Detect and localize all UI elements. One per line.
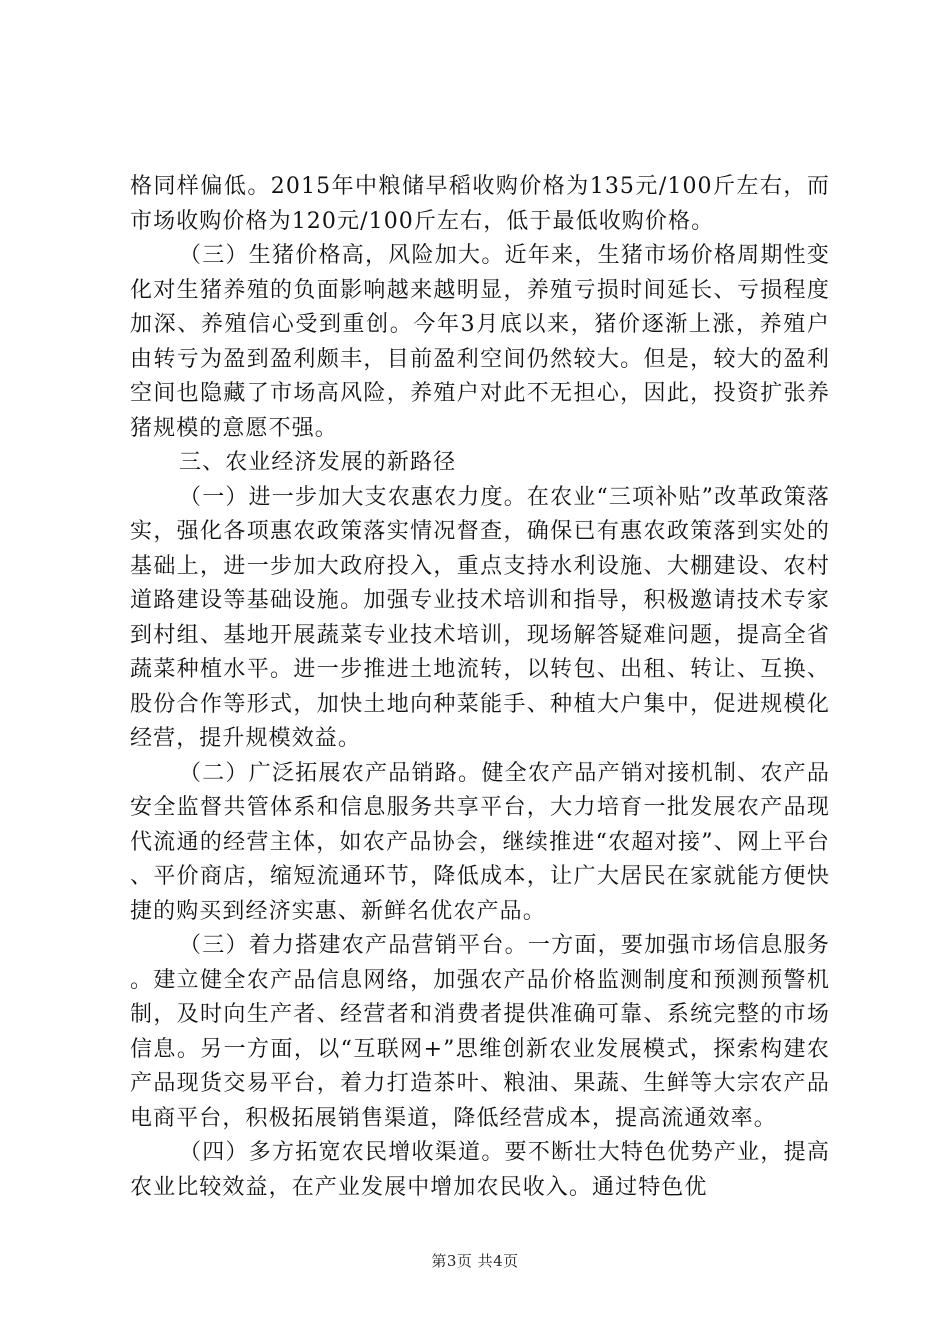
paragraph-continuation: 格同样偏低。2015年中粮储早稻收购价格为135元/100斤左右，而市场收购价格为120元/100斤左右，低于最低收购价格。: [130, 174, 830, 234]
paragraph-farmer-income: （四）多方拓宽农民增收渠道。要不断壮大特色优势产业，提高农业比较效益，在产业发展中增加农民收入。通过特色优: [130, 1140, 830, 1200]
paragraph-marketing-platform: （三）着力搭建农产品营销平台。一方面，要加强市场信息服务。建立健全农产品信息网络，加强农产品价格监测制度和预测预警机制，及时向生产者、经营者和消费者提供准确可靠、系统完整的市场信息。另一方面，以“互联网+”思维创新农业发展模式，探索构建农产品现货交易平台，着力打造茶叶、粮油、果蔬、生鲜等大宗农产品电商平台，积极拓展销售渠道，降低经营成本，提高流通效率。: [130, 933, 830, 1131]
paragraph-pig-price: （三）生猪价格高，风险加大。近年来，生猪市场价格周期性变化对生猪养殖的负面影响越来越明显，养殖亏损时间延长、亏损程度加深、养殖信心受到重创。今年3月底以来，猪价逐渐上涨，养殖户由转亏为盈到盈利颇丰，目前盈利空间仍然较大。但是，较大的盈利空间也隐藏了市场高风险，养殖户对此不无担心，因此，投资扩张养猪规模的意愿不强。: [130, 243, 830, 441]
document-body: [130, 170, 830, 1205]
page-footer: 第3页 共4页: [431, 1252, 519, 1270]
paragraph-support-agriculture: （一）进一步加大支农惠农力度。在农业“三项补贴”改革政策落实，强化各项惠农政策落实情况督查，确保已有惠农政策落到实处的基础上，进一步加大政府投入，重点支持水利设施、大棚建设、农村道路建设等基础设施。加强专业技术培训和指导，积极邀请技术专家到村组、基地开展蔬菜专业技术培训，现场解答疑难问题，提高全省蔬菜种植水平。进一步推进土地流转，以转包、出租、转让、互换、股份合作等形式，加快土地向种菜能手、种植大户集中，促进规模化经营，提升规模效益。: [130, 484, 830, 751]
section-heading: 三、农业经济发展的新路径: [179, 450, 457, 475]
paragraph-expand-sales: （二）广泛拓展农产品销路。健全农产品产销对接机制、农产品安全监督共管体系和信息服务共享平台，大力培育一批发展农产品现代流通的经营主体，如农产品协会，继续推进“农超对接”、网上平台、平价商店，缩短流通环节，降低成本，让广大居民在家就能方便快捷的购买到经济实惠、新鲜名优农产品。: [130, 760, 830, 924]
